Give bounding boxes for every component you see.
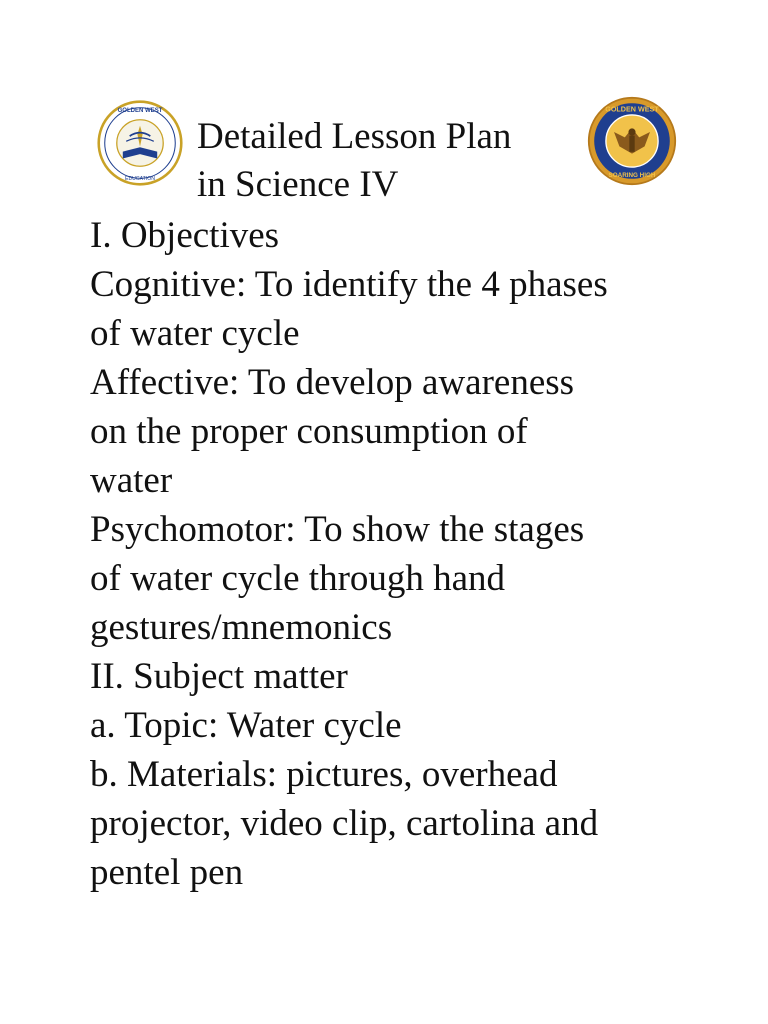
body-line: projector, video clip, cartolina and [90, 803, 599, 844]
section-heading-objectives: I. Objectives [90, 215, 280, 256]
body-line: gestures/mnemonics [90, 607, 393, 648]
body-line: pentel pen [90, 852, 244, 893]
lesson-plan-body [90, 211, 730, 897]
title-line-1: Detailed Lesson Plan [197, 116, 512, 157]
body-line: of water cycle [90, 313, 300, 354]
golden-west-colleges-seal-icon [587, 96, 677, 186]
body-line: Affective: To develop awareness [90, 362, 575, 403]
title-line-2: in Science IV [197, 164, 399, 205]
body-line: water [90, 460, 173, 501]
college-of-education-seal-icon [97, 100, 183, 186]
svg-text:GOLDEN WEST: GOLDEN WEST [605, 104, 659, 114]
body-line: b. Materials: pictures, overhead [90, 754, 558, 795]
svg-text:EDUCATION: EDUCATION [125, 175, 155, 182]
svg-text:GOLDEN WEST: GOLDEN WEST [117, 108, 163, 115]
section-heading-subject-matter: II. Subject matter [90, 656, 348, 697]
lesson-plan-title [197, 113, 577, 209]
body-line: on the proper consumption of [90, 411, 528, 452]
body-line: of water cycle through hand [90, 558, 506, 599]
svg-text:SOARING HIGH: SOARING HIGH [608, 172, 656, 179]
body-line: Cognitive: To identify the 4 phases [90, 264, 608, 305]
body-line: Psychomotor: To show the stages [90, 509, 585, 550]
body-line: a. Topic: Water cycle [90, 705, 402, 746]
